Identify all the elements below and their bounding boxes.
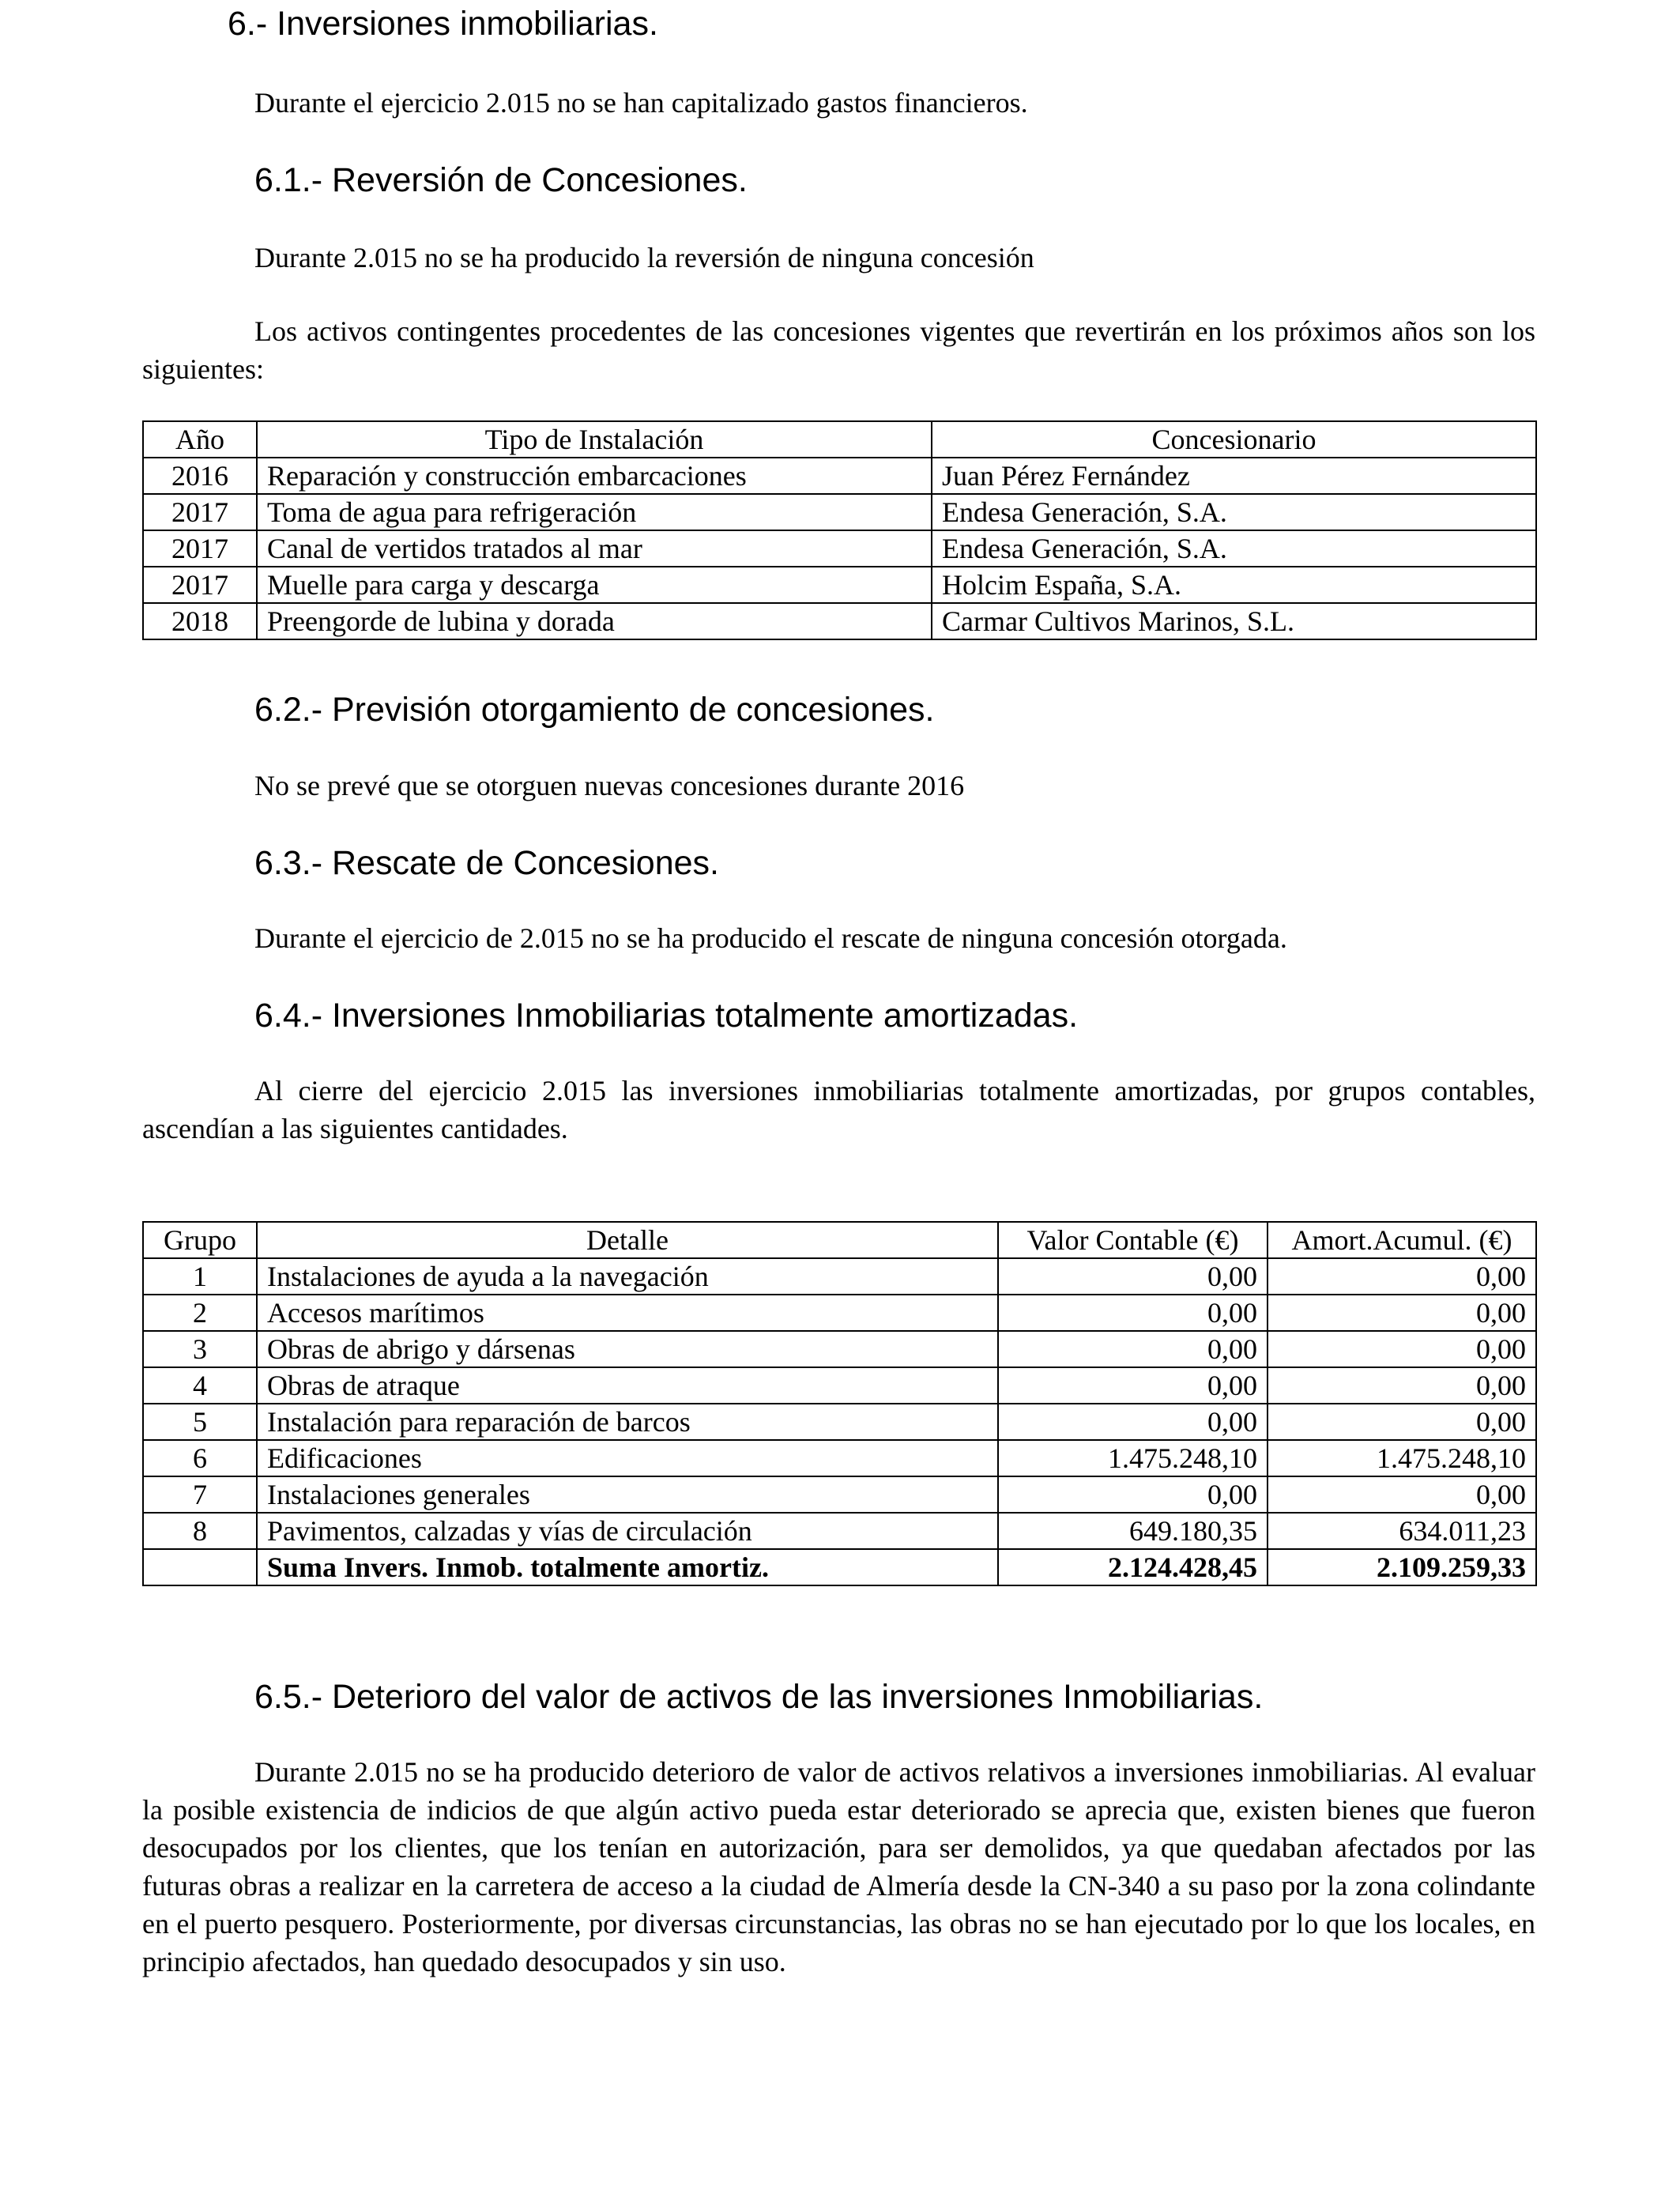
table-row: [143, 1258, 1536, 1295]
header-accumulated-amortization: Amort.Acumul. (€): [1268, 1222, 1536, 1258]
header-group: Grupo: [143, 1222, 257, 1258]
book-value-cell: 1.475.248,10: [998, 1440, 1268, 1476]
installation-type-cell: Toma de agua para refrigeración: [257, 494, 932, 530]
group-cell: 5: [143, 1404, 257, 1440]
group-cell: 4: [143, 1367, 257, 1404]
accumulated-amortization-cell: 634.011,23: [1268, 1513, 1536, 1549]
detail-cell: Edificaciones: [257, 1440, 998, 1476]
group-cell: 6: [143, 1440, 257, 1476]
section-6-title: 6.- Inversiones inmobiliarias.: [228, 5, 658, 43]
header-year: Año: [143, 421, 257, 458]
accumulated-amortization-cell: 0,00: [1268, 1476, 1536, 1513]
detail-cell: Obras de atraque: [257, 1367, 998, 1404]
table-row: [143, 1476, 1536, 1513]
book-value-cell: 0,00: [998, 1367, 1268, 1404]
table-row: [143, 494, 1536, 530]
detail-cell: Accesos marítimos: [257, 1295, 998, 1331]
year-cell: 2017: [143, 494, 257, 530]
amortized-investments-table: [142, 1221, 1537, 1586]
table-row: [143, 1295, 1536, 1331]
year-cell: 2017: [143, 567, 257, 603]
table-row: [143, 530, 1536, 567]
concessionaire-cell: Carmar Cultivos Marinos, S.L.: [932, 603, 1536, 639]
concessions-table: [142, 420, 1537, 640]
group-cell: 2: [143, 1295, 257, 1331]
section-6-5-text: Durante 2.015 no se ha producido deterioro de valor de activos relativos a inversiones inmobiliarias. Al evaluar la posible existencia de indicios de que algún activo pueda estar deteriorado se aprecia que, existen bienes que fueron desocupados por los clientes, que los tenían en autorización, para ser demolidos, ya que quedaban afectados por las futuras obras a realizar en la carretera de acceso a la ciudad de Almería desde la CN-340 a su paso por la zona colindante en el puerto pesquero. Posteriormente, por diversas circunstancias, las obras no se han ejecutado por lo que los locales, en principio afectados, han quedado desocupados y sin uso.: [142, 1756, 1535, 1977]
concessionaire-cell: Holcim España, S.A.: [932, 567, 1536, 603]
table-row: [143, 1440, 1536, 1476]
detail-cell: Instalaciones generales: [257, 1476, 998, 1513]
book-value-cell: 649.180,35: [998, 1513, 1268, 1549]
group-cell: 3: [143, 1331, 257, 1367]
detail-cell: Pavimentos, calzadas y vías de circulación: [257, 1513, 998, 1549]
accumulated-amortization-cell: 0,00: [1268, 1404, 1536, 1440]
concessionaire-cell: Endesa Generación, S.A.: [932, 494, 1536, 530]
book-value-cell: 0,00: [998, 1295, 1268, 1331]
group-cell: 7: [143, 1476, 257, 1513]
detail-cell: Instalación para reparación de barcos: [257, 1404, 998, 1440]
accumulated-amortization-cell: 1.475.248,10: [1268, 1440, 1536, 1476]
total-row: [143, 1549, 1536, 1585]
header-installation-type: Tipo de Instalación: [257, 421, 932, 458]
amortized-table-body: [143, 1222, 1536, 1585]
accumulated-amortization-cell: 0,00: [1268, 1258, 1536, 1295]
detail-cell: Obras de abrigo y dársenas: [257, 1331, 998, 1367]
accumulated-amortization-cell: 0,00: [1268, 1367, 1536, 1404]
section-6-1-intro: Los activos contingentes procedentes de las concesiones vigentes que revertirán en los próximos años son los siguientes:: [142, 315, 1535, 385]
table-header-row: [143, 421, 1536, 458]
table-row: [143, 1404, 1536, 1440]
book-value-cell: 0,00: [998, 1476, 1268, 1513]
accumulated-amortization-cell: 0,00: [1268, 1295, 1536, 1331]
section-6-3-title: 6.3.- Rescate de Concesiones.: [254, 844, 719, 882]
total-group-cell: [143, 1549, 257, 1585]
section-6-text: Durante el ejercicio 2.015 no se han capitalizado gastos financieros.: [254, 87, 1028, 119]
header-detail: Detalle: [257, 1222, 998, 1258]
group-cell: 1: [143, 1258, 257, 1295]
header-book-value: Valor Contable (€): [998, 1222, 1268, 1258]
table-row: [143, 458, 1536, 494]
section-6-3-text: Durante el ejercicio de 2.015 no se ha producido el rescate de ninguna concesión otorgada.: [254, 922, 1287, 954]
year-cell: 2016: [143, 458, 257, 494]
section-6-1-text: Durante 2.015 no se ha producido la reversión de ninguna concesión: [254, 242, 1034, 273]
concessionaire-cell: Juan Pérez Fernández: [932, 458, 1536, 494]
book-value-cell: 0,00: [998, 1331, 1268, 1367]
concessions-table-body: [143, 421, 1536, 639]
year-cell: 2017: [143, 530, 257, 567]
installation-type-cell: Preengorde de lubina y dorada: [257, 603, 932, 639]
section-6-5-title: 6.5.- Deterioro del valor de activos de las inversiones Inmobiliarias.: [254, 1678, 1264, 1716]
group-cell: 8: [143, 1513, 257, 1549]
section-6-2-title: 6.2.- Previsión otorgamiento de concesiones.: [254, 691, 935, 729]
detail-cell: Instalaciones de ayuda a la navegación: [257, 1258, 998, 1295]
total-label: Suma Invers. Inmob. totalmente amortiz.: [257, 1549, 998, 1585]
table-row: [143, 1331, 1536, 1367]
table-row: [143, 603, 1536, 639]
header-concessionaire: Concesionario: [932, 421, 1536, 458]
installation-type-cell: Canal de vertidos tratados al mar: [257, 530, 932, 567]
book-value-cell: 0,00: [998, 1258, 1268, 1295]
table-header-row: [143, 1222, 1536, 1258]
book-value-cell: 0,00: [998, 1404, 1268, 1440]
table-row: [143, 1513, 1536, 1549]
concessionaire-cell: Endesa Generación, S.A.: [932, 530, 1536, 567]
table-row: [143, 567, 1536, 603]
section-6-4-text: Al cierre del ejercicio 2.015 las inversiones inmobiliarias totalmente amortizadas, por grupos contables, ascendían a las siguientes cantidades.: [142, 1075, 1535, 1144]
total-book-value: 2.124.428,45: [998, 1549, 1268, 1585]
section-6-2-text: No se prevé que se otorguen nuevas concesiones durante 2016: [254, 770, 965, 801]
installation-type-cell: Muelle para carga y descarga: [257, 567, 932, 603]
installation-type-cell: Reparación y construcción embarcaciones: [257, 458, 932, 494]
section-6-1-title: 6.1.- Reversión de Concesiones.: [254, 161, 748, 199]
section-6-4-title: 6.4.- Inversiones Inmobiliarias totalmente amortizadas.: [254, 997, 1079, 1035]
year-cell: 2018: [143, 603, 257, 639]
accumulated-amortization-cell: 0,00: [1268, 1331, 1536, 1367]
table-row: [143, 1367, 1536, 1404]
total-accumulated-amortization: 2.109.259,33: [1268, 1549, 1536, 1585]
